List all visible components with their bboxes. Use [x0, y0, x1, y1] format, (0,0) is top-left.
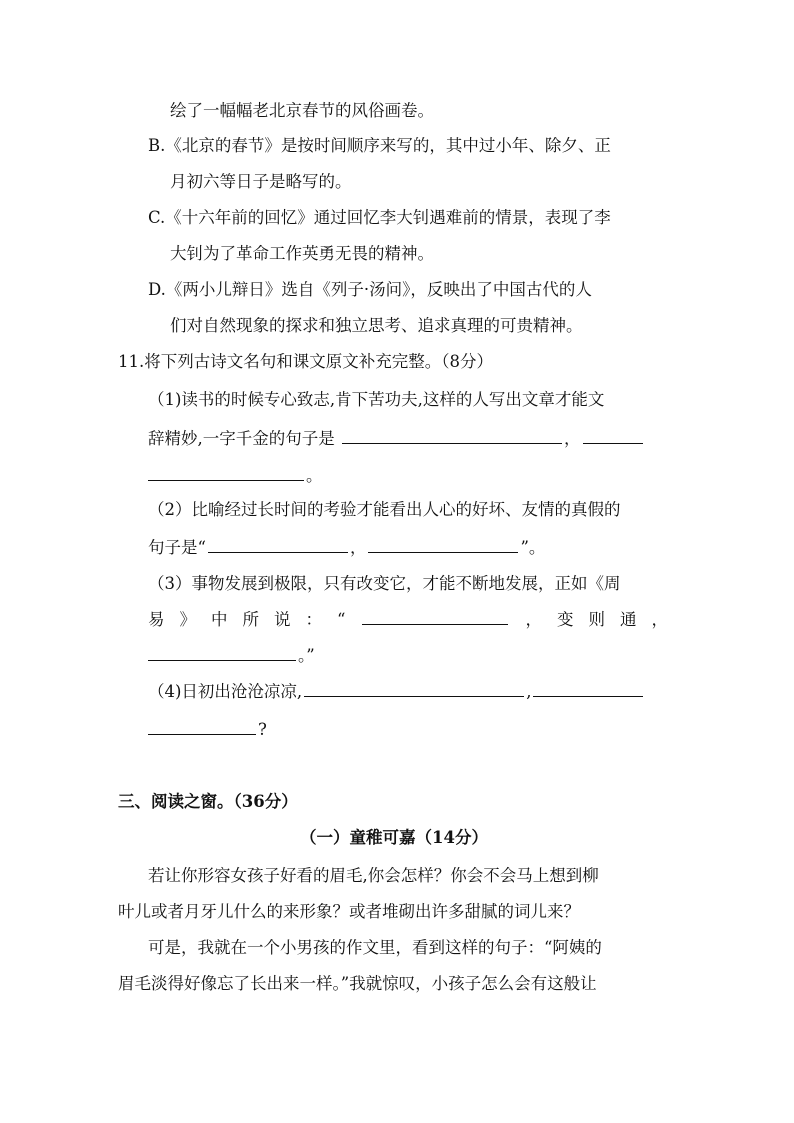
q11-part4-blank1[interactable] — [304, 680, 524, 697]
q11-part3-char: 变 — [556, 610, 574, 629]
q11-part4-prompt: （4)日初出沧沧凉凉, — [148, 682, 303, 701]
q11-part2-blank2[interactable] — [368, 536, 518, 553]
q11-part1-line3 — [148, 464, 323, 488]
q11-part3-char: ： — [305, 610, 322, 629]
q10-option-b-line2: 月初六等日子是略写的。 — [170, 172, 352, 191]
q11-part1-blank1[interactable] — [342, 427, 562, 444]
q11-part2-line1: （2）比喻经过长时间的考验才能看出人心的好坏、友情的真假的 — [148, 500, 621, 519]
q11-part4-blank2-start[interactable] — [533, 680, 643, 697]
q11-part2-prompt: 句子是“ — [148, 538, 206, 557]
q11-part1-line1: （1)读书的时候专心致志,肯下苦功夫,这样的人写出文章才能文 — [148, 390, 605, 409]
q11-part1-prompt: 辞精妙,一字千金的句子是 — [148, 429, 335, 448]
reading-para2-line1: 可是，我就在一个小男孩的作文里，看到这样的句子：“阿姨的 — [148, 938, 602, 957]
q11-part3-char: 》 — [179, 610, 196, 629]
q11-part3-blank2[interactable] — [148, 644, 296, 661]
q11-part1-line2 — [148, 427, 645, 451]
q11-part1-blank2-end[interactable] — [148, 464, 304, 481]
q11-part3-char: ， — [651, 610, 668, 629]
q11-part3-char: 中 — [211, 610, 228, 629]
q11-part3-line2 — [148, 608, 668, 632]
q11-part3-char: 则 — [588, 610, 605, 629]
q11-part4-line1 — [148, 680, 645, 704]
q11-part2-end: ”。 — [520, 538, 546, 557]
q10-option-c-line2: 大钊为了革命工作英勇无畏的精神。 — [170, 244, 434, 263]
q11-part4-blank2-end[interactable] — [148, 718, 256, 735]
q11-part1-comma: ， — [564, 429, 581, 448]
q10-option-c-line1: C.《十六年前的回忆》通过回忆李大钊遇难前的情景，表现了李 — [148, 208, 611, 227]
reading-para2-line2: 眉毛淡得好像忘了长出来一样。”我就惊叹，小孩子怎么会有这般让 — [118, 974, 597, 993]
q11-part3-char: 易 — [148, 610, 165, 629]
q11-part4-end: ? — [258, 720, 267, 739]
q11-part3-char: 说 — [274, 610, 291, 629]
q11-title: 11.将下列古诗文名句和课文原文补充完整。（8分） — [118, 352, 493, 371]
q11-part1-end: 。 — [306, 466, 323, 485]
q11-part2-comma: ， — [349, 538, 367, 557]
q11-part2-line2 — [148, 536, 545, 560]
q11-part1-blank2-start[interactable] — [583, 427, 643, 444]
q11-part3-char: ， — [525, 610, 542, 629]
q11-part3-char: 通 — [619, 610, 637, 629]
q11-part4-comma: , — [526, 682, 532, 701]
reading-para1-line2: 叶儿或者月牙儿什么的来形象？或者堆砌出许多甜腻的词儿来？ — [118, 902, 580, 921]
reading-para1-line1: 若让你形容女孩子好看的眉毛,你会怎样？你会不会马上想到柳 — [148, 866, 599, 885]
q10-option-d-line1: D.《两小儿辩日》选自《列子·汤问》，反映出了中国古代的人 — [148, 280, 592, 299]
q11-part3-line3 — [148, 644, 315, 668]
section3-title: 三、阅读之窗。（36分） — [118, 792, 298, 811]
q11-part3-char: “ — [337, 610, 346, 629]
q11-part2-blank1[interactable] — [208, 536, 348, 553]
q11-part3-char: 所 — [242, 610, 259, 629]
q10-option-d-line2: 们对自然现象的探求和独立思考、追求真理的可贵精神。 — [170, 316, 583, 335]
q11-part3-line1: （3）事物发展到极限，只有改变它，才能不断地发展，正如《周 — [148, 574, 621, 593]
q10-option-a-continuation: 绘了一幅幅老北京春节的风俗画卷。 — [170, 101, 434, 120]
q11-part3-blank1[interactable] — [362, 608, 508, 625]
q11-part3-end: 。” — [298, 646, 315, 665]
section3-subtitle: （一）童稚可嘉（14分） — [300, 828, 488, 847]
q11-part4-line2 — [148, 718, 267, 742]
q10-option-b-line1: B.《北京的春节》是按时间顺序来写的，其中过小年、除夕、正 — [148, 136, 611, 155]
